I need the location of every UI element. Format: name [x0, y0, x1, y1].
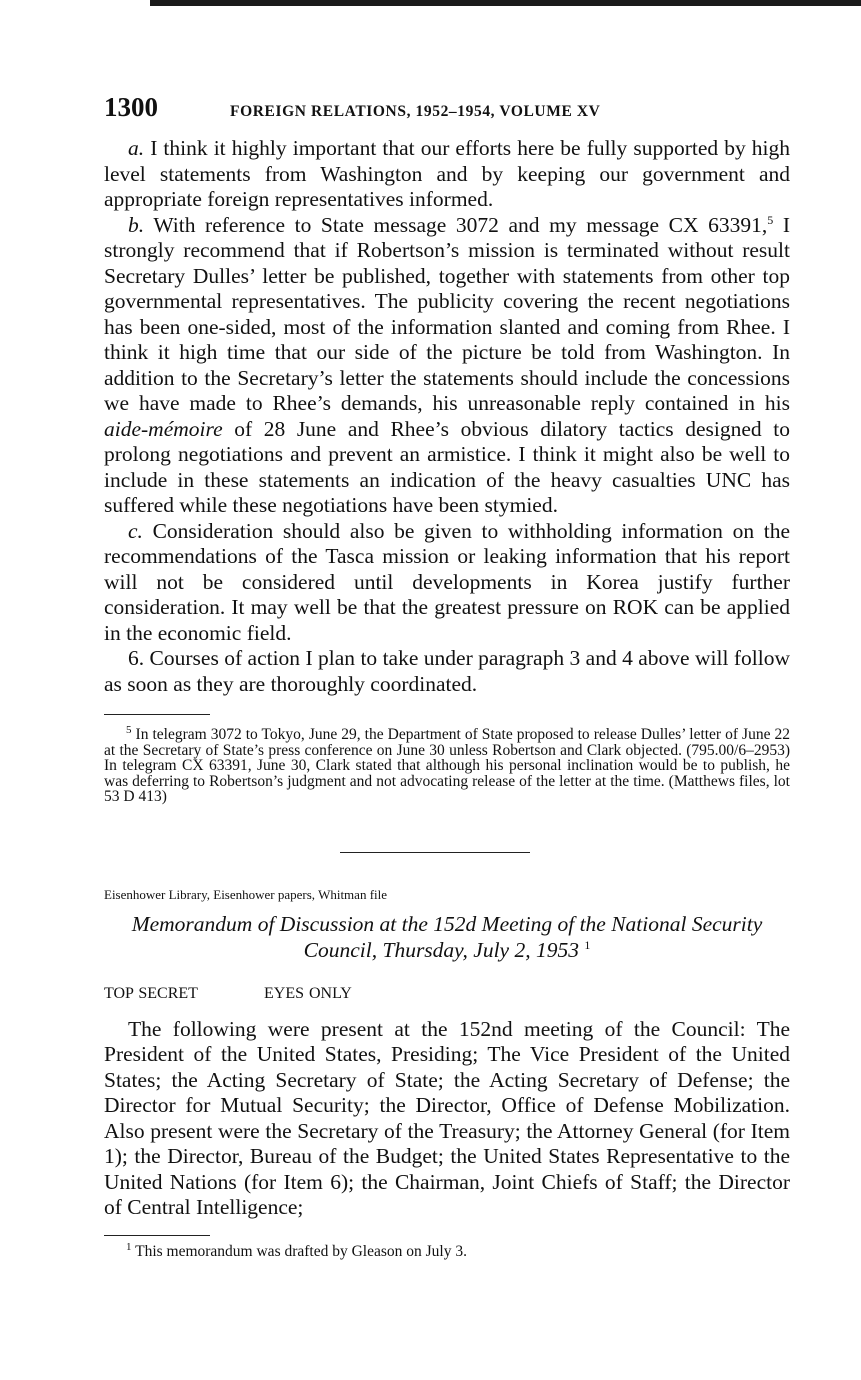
- running-head: [104, 92, 790, 128]
- classification-eyes-only: EYES ONLY: [264, 984, 352, 1002]
- paragraph-b-italic: aide-mémoire: [104, 416, 223, 441]
- footnote-1-mark: 1: [126, 1240, 132, 1253]
- paragraph-b-text-2: I strongly recommend that if Robertson’s mission is terminated without result Secretary Dulles’ letter be published, together with statements from other top governmental representatives. The publicity covering the recent negotiations has been one-sided, most of the information slanted and coming from Rhee. I think it high time that our side of the picture be told from Washington. In addition to the Secretary’s letter the statements should include the concessions we have made to Rhee’s demands, his unreasonable reply contained in his: [104, 212, 790, 415]
- paragraph-b-text-1: With reference to State message 3072 and my message CX 63391,: [144, 212, 768, 237]
- paragraph-a: [104, 136, 790, 213]
- page-number: 1300: [104, 92, 158, 122]
- paragraph-b-label: b.: [128, 212, 145, 237]
- source-note: Eisenhower Library, Eisenhower papers, Whitman file: [104, 886, 388, 902]
- footnote-5: [104, 723, 790, 805]
- classification-line: [104, 985, 790, 1009]
- paragraph-c: [104, 519, 790, 647]
- footnote-ref-5[interactable]: 5: [767, 212, 774, 227]
- paragraph-b: [104, 213, 790, 519]
- footnote-1-text: This memorandum was drafted by Gleason on July 3.: [131, 1242, 467, 1260]
- publication-title: FOREIGN RELATIONS, 1952–1954, VOLUME XV: [230, 103, 601, 120]
- paragraph-a-text: I think it highly important that our efforts here be fully supported by high level statements from Washington and by keeping our government and appropriate foreign representatives informed.: [104, 136, 790, 211]
- footnote-divider: [104, 714, 210, 715]
- document-title-text: Memorandum of Discussion at the 152d Meeting of the National Security Council, Thursday, July 2, 1953: [131, 911, 763, 962]
- top-border-rule: [150, 0, 861, 6]
- document-page: [104, 92, 790, 1259]
- paragraph-c-label: c.: [128, 518, 143, 543]
- paragraph-a-label: a.: [128, 136, 145, 160]
- footnote-5-text: In telegram 3072 to Tokyo, June 29, the Department of State proposed to release Dulles’ letter of June 22 at the Secretary of State’s press conference on June 30 unless Robertson and Clark objected. (795.00/6–2953) In telegram CX 63391, June 30, Clark stated that although his personal inclination would be to publish, he was deferring to Robertson’s judgment and not advocating release of the letter at the time. (Matthews files, lot 53 D 413): [104, 726, 790, 805]
- footnote-ref-1[interactable]: 1: [584, 937, 591, 952]
- footnote-5-mark: 5: [126, 723, 132, 736]
- section-divider: [340, 852, 530, 853]
- paragraph-c-text: Consideration should also be given to withholding information on the recommendations of the Tasca mission or leaking information that his report will not be considered until developments in Korea justify further consideration. It may well be that the greatest pressure on ROK can be applied in the economic field.: [104, 518, 790, 645]
- document-title: [104, 911, 790, 963]
- paragraph-b-text-3: of 28 June and Rhee’s obvious dilatory tactics designed to prolong negotiations and prevent an armistice. I think it might also be well to include in these statements an indication of the heavy casualties UNC has suffered while these negotiations have been stymied.: [104, 416, 790, 517]
- paragraph-6: 6. Courses of action I plan to take under paragraph 3 and 4 above will follow as soon as they are thoroughly coordinated.: [104, 646, 790, 696]
- footnote-1: [104, 1240, 790, 1260]
- footnote-divider-2: [104, 1235, 210, 1236]
- classification-top-secret: TOP SECRET: [104, 984, 198, 1002]
- memorandum-body: The following were present at the 152nd meeting of the Council: The President of the United States, Presiding; The Vice President of the United States; the Acting Secretary of State; the Acting Secretary of Defense; the Director for Mutual Security; the Director, Office of Defense Mobilization. Also present were the Secretary of the Treasury; the Attorney General (for Item 1); the Director, Bureau of the Budget; the United States Representative to the United Nations (for Item 6); the Chairman, Joint Chiefs of Staff; the Director of Central Intelligence;: [104, 1016, 790, 1219]
